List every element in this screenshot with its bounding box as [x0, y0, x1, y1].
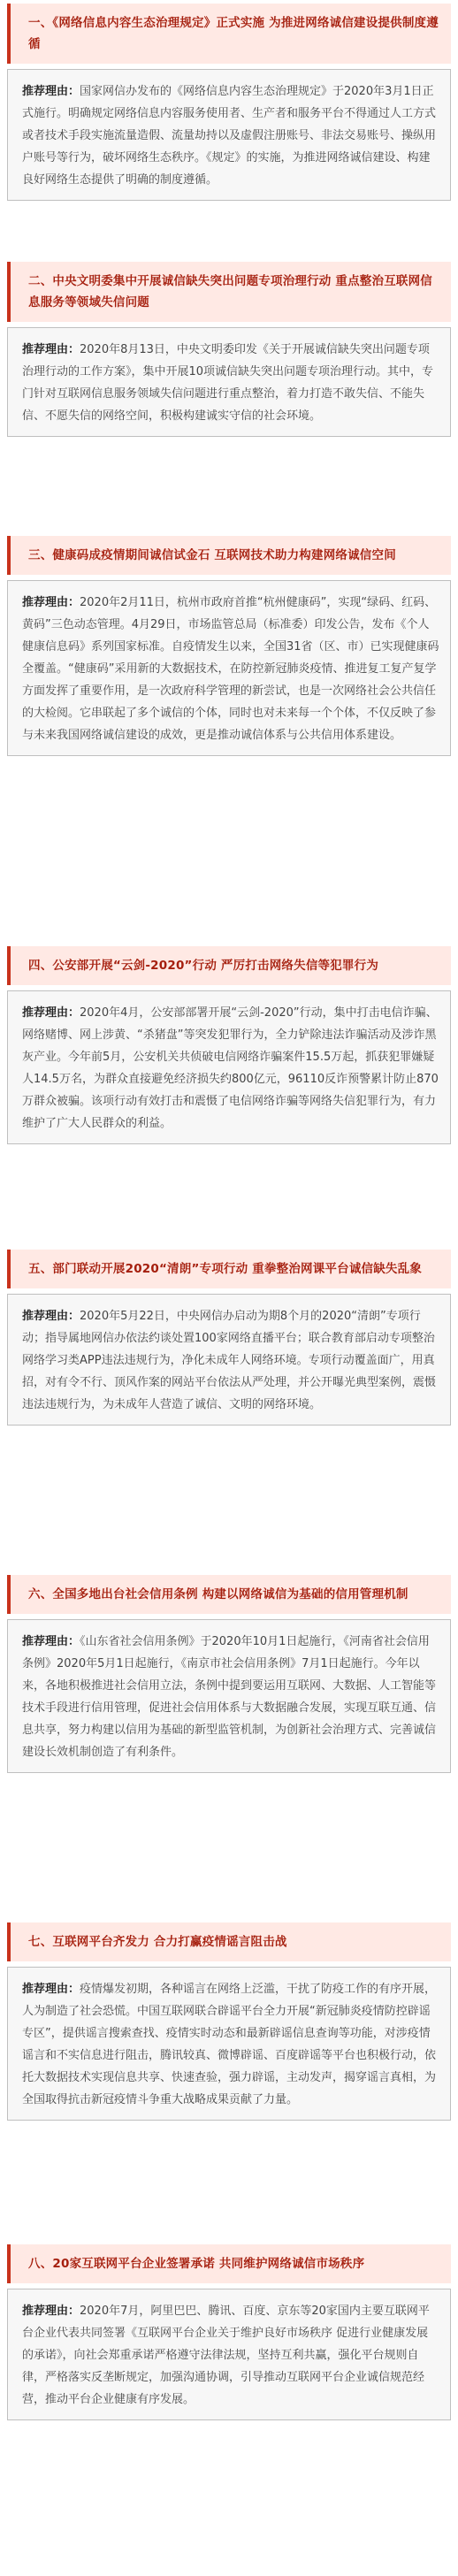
reason-label: 推荐理由：: [22, 343, 80, 356]
section-1: [0, 4, 458, 201]
reason-label: 推荐理由：: [22, 1983, 80, 1996]
section-title-text: 二、中央文明委集中开展诚信缺失突出问题专项治理行动 重点整治互联网信息服务等领域失信问题: [28, 274, 432, 310]
section-title: [7, 4, 451, 64]
reason-card: [7, 1294, 451, 1426]
reason-label: 推荐理由：: [22, 596, 80, 609]
reason-text: 2020年2月11日，杭州市政府首推“杭州健康码”，实现“绿码、红码、黄码”三色动态管理。4月29日，市场监管总局（标准委）印发公告，发布《个人健康信息码》系列国家标准。自疫情发生以来，全国31省（区、市）已实现健康码全覆盖。“健康码”采用新的大数据技术，在防控新冠肺炎疫情、推进复工复产复学方面发挥了重要作用，是一次政府科学管理的新尝试，也是一次网络社会公共信任的大检阅。它串联起了多个诚信的个体，同时也对未来每一个个体，不仅反映了参与未来我国网络诚信建设的成效，更是推动诚信体系与公共信用体系建设。: [22, 596, 439, 742]
section-5: [0, 1250, 458, 1426]
reason-card: [7, 327, 451, 437]
reason-text: 2020年5月22日，中央网信办启动为期8个月的2020“清朗”专项行动；指导属地网信办依法约谈处置100家网络直播平台；联合教育部启动专项整治网络学习类APP违法违规行为，净化未成年人网络环境。专项行动覆盖面广，用真招，对有令不行、顶风作案的网站平台依法从严处理，并公开曝光典型案例，震慑违法违规行为，为未成年人营造了诚信、文明的网络环境。: [22, 1310, 437, 1411]
reason-card: [7, 1967, 451, 2121]
section-title-text: 六、全国多地出台社会信用条例 构建以网络诚信为基础的信用管理机制: [28, 1587, 408, 1601]
reason-label: 推荐理由：: [22, 2305, 80, 2318]
section-6: [0, 1575, 458, 1773]
section-title-text: 七、互联网平台齐发力 合力打赢疫情谣言阻击战: [28, 1935, 287, 1949]
section-title-text: 四、公安部开展“云剑-2020”行动 严厉打击网络失信等犯罪行为: [28, 959, 379, 973]
reason-card: [7, 1619, 451, 1773]
reason-card: [7, 580, 451, 756]
section-2: [0, 262, 458, 437]
section-8: [0, 2244, 458, 2420]
section-4: [0, 946, 458, 1144]
section-7: [0, 1922, 458, 2121]
reason-text: 2020年4月，公安部部署开展“云剑-2020”行动，集中打击电信诈骗、网络赌博、网上涉黄、“杀猪盘”等突发犯罪行为，全力铲除违法诈骗活动及涉诈黑灰产业。今年前5月，公安机关共侦破电信网络诈骗案件15.5万起，抓获犯罪嫌疑人14.5万名，为群众直接避免经济损失约800亿元，96110反诈预警累计防止870万群众被骗。该项行动有效打击和震慑了电信网络诈骗等网络失信犯罪行为，有力维护了广大人民群众的利益。: [22, 1006, 439, 1130]
reason-card: [7, 2289, 451, 2420]
section-title: [7, 1250, 451, 1288]
reason-label: 推荐理由：: [22, 1635, 80, 1648]
reason-text: 《山东省社会信用条例》于2020年10月1日起施行，《河南省社会信用条例》2020年5月1日起施行，《南京市社会信用条例》7月1日起施行。今年以来，各地积极推进社会信用立法，条例中提到要运用互联网、大数据、人工智能等技术手段进行信用管理，促进社会信用体系与大数据融合发展，实现互联互通、信息共享，努力构建以信用为基础的新型监管机制，为创新社会治理方式、完善诚信建设长效机制创造了有利条件。: [22, 1635, 437, 1759]
reason-card: [7, 69, 451, 201]
section-title: [7, 2244, 451, 2283]
section-3: [0, 536, 458, 756]
section-title-text: 三、健康码成疫情期间诚信试金石 互联网技术助力构建网络诚信空间: [28, 548, 396, 562]
section-title-text: 八、20家互联网平台企业签署承诺 共同维护网络诚信市场秩序: [28, 2257, 365, 2271]
reason-label: 推荐理由：: [22, 1310, 80, 1323]
section-title-text: 五、部门联动开展2020“清朗”专项行动 重拳整治网课平台诚信缺失乱象: [28, 1262, 423, 1276]
reason-text: 2020年7月，阿里巴巴、腾讯、百度、京东等20家国内主要互联网平台企业代表共同签署《互联网平台企业关于维护良好市场秩序 促进行业健康发展的承诺》，向社会郑重承诺严格遵守法律法规，坚持互利共赢，强化平台规则自律，严格落实反垄断规定，加强沟通协调，引导推动互联网平台企业诚信规范经营，推动平台企业健康有序发展。: [22, 2305, 430, 2406]
reason-text: 疫情爆发初期，各种谣言在网络上泛滥，干扰了防疫工作的有序开展，人为制造了社会恐慌。中国互联网联合辟谣平台全力开展“新冠肺炎疫情防控辟谣专区”，提供谣言搜索查找、疫情实时动态和最新辟谣信息查询等功能，对涉疫情谣言和不实信息进行阻击，腾讯较真、微博辟谣、百度辟谣等平台也积极行动，依托大数据技术实现信息共享、快速查验，强力辟谣，主动发声，揭穿谣言真相，为全国取得抗击新冠疫情斗争重大战略成果贡献了力量。: [22, 1983, 437, 2106]
section-title: [7, 1575, 451, 1614]
section-title: [7, 262, 451, 322]
reason-text: 国家网信办发布的《网络信息内容生态治理规定》于2020年3月1日正式施行。明确规定网络信息内容服务使用者、生产者和服务平台不得通过人工方式或者技术手段实施流量造假、流量劫持以及虚假注册账号、非法交易账号、操纵用户账号等行为，破坏网络生态秩序。《规定》的实施，为推进网络诚信建设、构建良好网络生态提供了明确的制度遵循。: [22, 85, 437, 187]
section-title: [7, 536, 451, 575]
reason-text: 2020年8月13日，中央文明委印发《关于开展诚信缺失突出问题专项治理行动的工作方案》，集中开展10项诚信缺失突出问题专项治理行动。其中，专门针对互联网信息服务领域失信问题进行重点整治，着力打造不敢失信、不能失信、不愿失信的网络空间，积极构建诚实守信的社会环境。: [22, 343, 434, 423]
reason-card: [7, 990, 451, 1144]
section-title: [7, 946, 451, 985]
reason-label: 推荐理由：: [22, 1006, 80, 1020]
section-title-text: 一、《网络信息内容生态治理规定》正式实施 为推进网络诚信建设提供制度遵循: [28, 16, 439, 51]
section-title: [7, 1922, 451, 1961]
reason-label: 推荐理由：: [22, 85, 80, 98]
